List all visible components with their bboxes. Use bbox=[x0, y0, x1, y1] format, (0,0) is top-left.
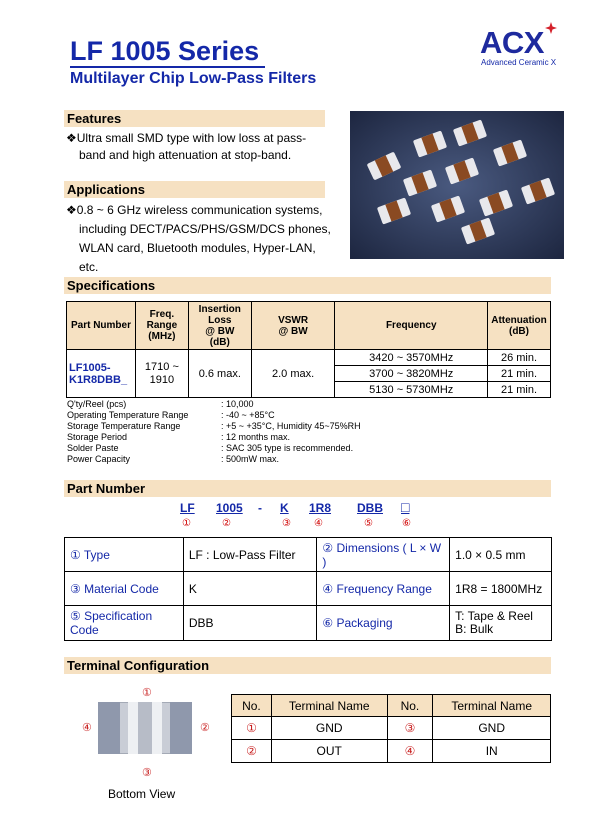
terminal-row bbox=[232, 740, 551, 763]
pn-value-dimensions: 1.0 × 0.5 mm bbox=[450, 538, 552, 572]
terminal-name: GND bbox=[271, 717, 387, 740]
pn-marker-3: ③ bbox=[282, 518, 291, 529]
spec-attenuation: 21 min. bbox=[487, 366, 550, 382]
pn-key-dimensions: ② Dimensions ( L × W ) bbox=[317, 538, 450, 572]
part-number-heading: Part Number bbox=[64, 480, 551, 497]
pn-key-spec: ⑤ Specification Code bbox=[65, 606, 184, 641]
features-heading: Features bbox=[64, 110, 325, 127]
page-title: LF 1005 Series bbox=[70, 36, 260, 66]
svg-text:ACX: ACX bbox=[480, 25, 544, 60]
pn-marker-1: ① bbox=[182, 518, 191, 529]
pn-code-material: K bbox=[280, 501, 289, 515]
specifications-table bbox=[66, 301, 551, 398]
pn-key-material: ③ Material Code bbox=[65, 572, 184, 606]
note-label: Solder Paste bbox=[67, 443, 119, 453]
chip-photo-icon bbox=[350, 111, 564, 259]
note-label: Operating Temperature Range bbox=[67, 410, 189, 420]
terminal-name: GND bbox=[433, 717, 551, 740]
spec-frequency-band: 5130 ~ 5730MHz bbox=[335, 382, 488, 398]
spec-header-attenuation: Attenuation (dB) bbox=[487, 302, 550, 350]
spec-vswr: 2.0 max. bbox=[251, 350, 335, 398]
spec-notes bbox=[67, 399, 547, 467]
terminal-marker-3: ③ bbox=[142, 767, 152, 779]
spec-frequency-band: 3420 ~ 3570MHz bbox=[335, 350, 488, 366]
pn-code-spec: DBB bbox=[357, 501, 383, 515]
applications-line-1: ❖0.8 ~ 6 GHz wireless communication systems, bbox=[66, 203, 323, 217]
page-subtitle: Multilayer Chip Low-Pass Filters bbox=[70, 70, 317, 87]
spec-frequency-band: 3700 ~ 3820MHz bbox=[335, 366, 488, 382]
terminal-no: ④ bbox=[387, 740, 433, 763]
pn-value-material: K bbox=[183, 572, 317, 606]
terminal-row bbox=[232, 717, 551, 740]
spec-attenuation: 21 min. bbox=[487, 382, 550, 398]
note-value: : SAC 305 type is recommended. bbox=[221, 443, 354, 453]
pn-value-spec: DBB bbox=[183, 606, 317, 641]
pn-marker-6: ⑥ bbox=[402, 518, 411, 529]
pn-key-packaging: ⑥ Packaging bbox=[317, 606, 450, 641]
spec-part-number: LF1005- K1R8DBB_ bbox=[67, 350, 136, 398]
terminal-marker-1: ① bbox=[142, 687, 152, 699]
part-number-table bbox=[64, 537, 552, 641]
note-label: Storage Temperature Range bbox=[67, 421, 181, 431]
pn-code-frequency: 1R8 bbox=[309, 501, 332, 515]
spec-header-freq-range: Freq. Range (MHz) bbox=[135, 302, 188, 350]
spec-attenuation: 26 min. bbox=[487, 350, 550, 366]
terminal-marker-2: ② bbox=[200, 722, 210, 734]
terminal-name: OUT bbox=[271, 740, 387, 763]
features-line-2: band and high attenuation at stop-band. bbox=[79, 148, 292, 162]
spec-insertion-loss: 0.6 max. bbox=[188, 350, 251, 398]
pn-value-type: LF : Low-Pass Filter bbox=[183, 538, 317, 572]
note-value: : 10,000 bbox=[221, 399, 254, 409]
pn-row bbox=[65, 606, 552, 641]
note-label: Power Capacity bbox=[67, 454, 131, 464]
terminal-no: ③ bbox=[387, 717, 433, 740]
acx-logo-icon bbox=[480, 22, 562, 62]
spec-header-part-number: Part Number bbox=[67, 302, 136, 350]
spec-header-row bbox=[67, 302, 551, 350]
pn-code-lf: LF bbox=[180, 501, 195, 515]
note-label: Q'ty/Reel (pcs) bbox=[67, 399, 127, 409]
terminal-diagram bbox=[98, 702, 192, 754]
terminal-no: ① bbox=[232, 717, 272, 740]
applications-line-3: WLAN card, Bluetooth modules, Hyper-LAN, bbox=[79, 241, 316, 255]
logo-subtext: Advanced Ceramic X bbox=[481, 58, 557, 67]
pn-row bbox=[65, 572, 552, 606]
applications-line-2: including DECT/PACS/PHS/GSM/DCS phones, bbox=[79, 222, 331, 236]
terminal-name: IN bbox=[433, 740, 551, 763]
pn-row bbox=[65, 538, 552, 572]
note-value: : 12 months max. bbox=[221, 432, 291, 442]
spec-header-frequency: Frequency bbox=[335, 302, 488, 350]
note-label: Storage Period bbox=[67, 432, 128, 442]
specifications-heading: Specifications bbox=[64, 277, 551, 294]
terminal-heading: Terminal Configuration bbox=[64, 657, 551, 674]
spec-header-vswr: VSWR @ BW bbox=[251, 302, 335, 350]
pn-value-packaging: T: Tape & Reel B: Bulk bbox=[450, 606, 552, 641]
chip-bottom-view-icon bbox=[98, 702, 192, 754]
note-value: : -40 ~ +85°C bbox=[221, 410, 275, 420]
pn-marker-2: ② bbox=[222, 518, 231, 529]
pn-code-dash: - bbox=[258, 501, 262, 515]
pn-value-frequency: 1R8 = 1800MHz bbox=[450, 572, 552, 606]
applications-heading: Applications bbox=[64, 181, 325, 198]
terminal-header-no: No. bbox=[232, 695, 272, 717]
terminal-header-name: Terminal Name bbox=[271, 695, 387, 717]
spec-freq-range: 1710 ~ 1910 bbox=[135, 350, 188, 398]
terminal-caption: Bottom View bbox=[108, 787, 176, 801]
spec-header-insertion-loss: Insertion Loss @ BW (dB) bbox=[188, 302, 251, 350]
note-value: : 500mW max. bbox=[221, 454, 280, 464]
note-value: : +5 ~ +35°C, Humidity 45~75%RH bbox=[221, 421, 361, 431]
pn-marker-5: ⑤ bbox=[364, 518, 373, 529]
terminal-marker-4: ④ bbox=[82, 722, 92, 734]
terminal-table bbox=[231, 694, 551, 763]
pn-key-type: ① Type bbox=[65, 538, 184, 572]
terminal-header-row bbox=[232, 695, 551, 717]
pn-marker-4: ④ bbox=[314, 518, 323, 529]
terminal-header-name: Terminal Name bbox=[433, 695, 551, 717]
pn-code-size: 1005 bbox=[216, 501, 243, 515]
pn-code-packaging: □ bbox=[401, 499, 410, 515]
terminal-no: ② bbox=[232, 740, 272, 763]
product-photo bbox=[350, 111, 564, 259]
pn-key-frequency: ④ Frequency Range bbox=[317, 572, 450, 606]
title-underline bbox=[70, 66, 265, 68]
features-line-1: ❖Ultra small SMD type with low loss at pass- bbox=[66, 131, 307, 145]
star-icon bbox=[545, 22, 557, 34]
spec-data-row bbox=[67, 350, 551, 366]
applications-line-4: etc. bbox=[79, 260, 99, 274]
terminal-header-no: No. bbox=[387, 695, 433, 717]
